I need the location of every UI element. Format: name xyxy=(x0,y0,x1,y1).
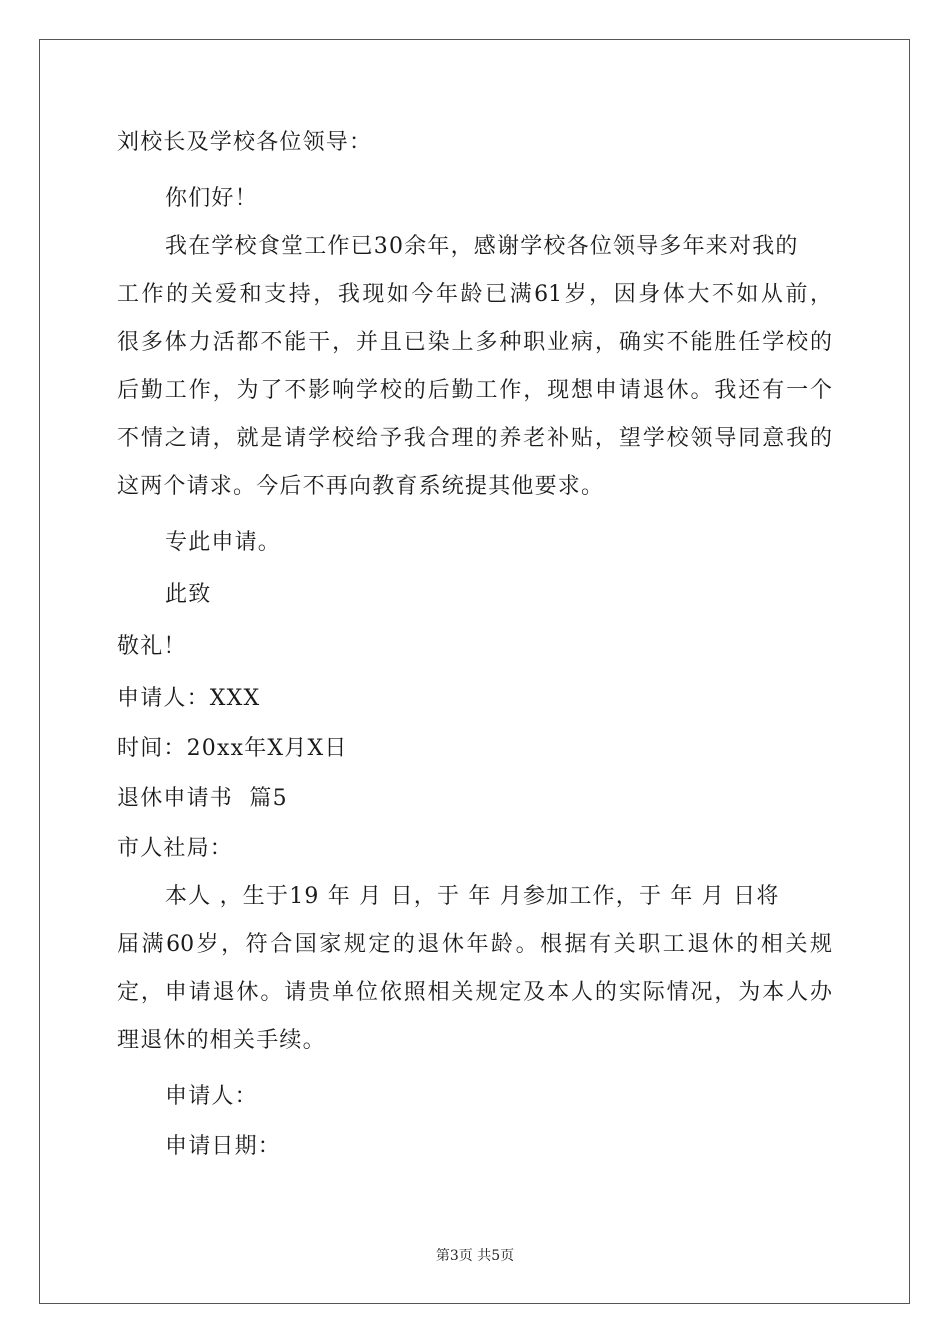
paragraph-line: 定，申请退休。请贵单位依照相关规定及本人的实际情况，为本人办 xyxy=(117,980,832,1005)
date-line: 时间：20xx年X月X日 xyxy=(117,736,348,761)
paragraph-line: 这两个请求。今后不再向教育系统提其他要求。 xyxy=(117,474,605,499)
page-number: 第3页 共5页 xyxy=(435,1248,515,1264)
paragraph-line: 后勤工作，为了不影响学校的后勤工作，现想申请退休。我还有一个 xyxy=(117,378,832,403)
closing-line: 敬礼！ xyxy=(117,634,187,659)
paragraph-line: 届满60岁，符合国家规定的退休年龄。根据有关职工退休的相关规 xyxy=(117,932,832,957)
closing-line: 专此申请。 xyxy=(165,530,282,555)
section-title: 退休申请书 篇5 xyxy=(117,786,288,811)
applicant-line: 申请人： xyxy=(165,1084,258,1109)
paragraph-line: 不情之请，就是请学校给予我合理的养老补贴，望学校领导同意我的 xyxy=(117,426,832,451)
paragraph-line: 工作的关爱和支持，我现如今年龄已满61岁，因身体大不如从前， xyxy=(117,282,832,307)
paragraph-line: 本人 ，生于19 年 月 日，于 年 月参加工作，于 年 月 日将 xyxy=(165,884,780,909)
applicant-line: 申请人：XXX xyxy=(117,686,261,711)
page-border xyxy=(39,39,910,1304)
paragraph-line: 很多体力活都不能干，并且已染上多种职业病，确实不能胜任学校的 xyxy=(117,330,832,355)
paragraph-line: 理退休的相关手续。 xyxy=(117,1028,326,1053)
paragraph-line: 我在学校食堂工作已30余年，感谢学校各位领导多年来对我的 xyxy=(165,234,799,259)
salutation: 市人社局： xyxy=(117,836,234,861)
closing-line: 此致 xyxy=(165,582,212,607)
greeting: 你们好！ xyxy=(165,186,258,211)
date-line: 申请日期： xyxy=(165,1134,282,1159)
salutation: 刘校长及学校各位领导： xyxy=(117,130,373,155)
